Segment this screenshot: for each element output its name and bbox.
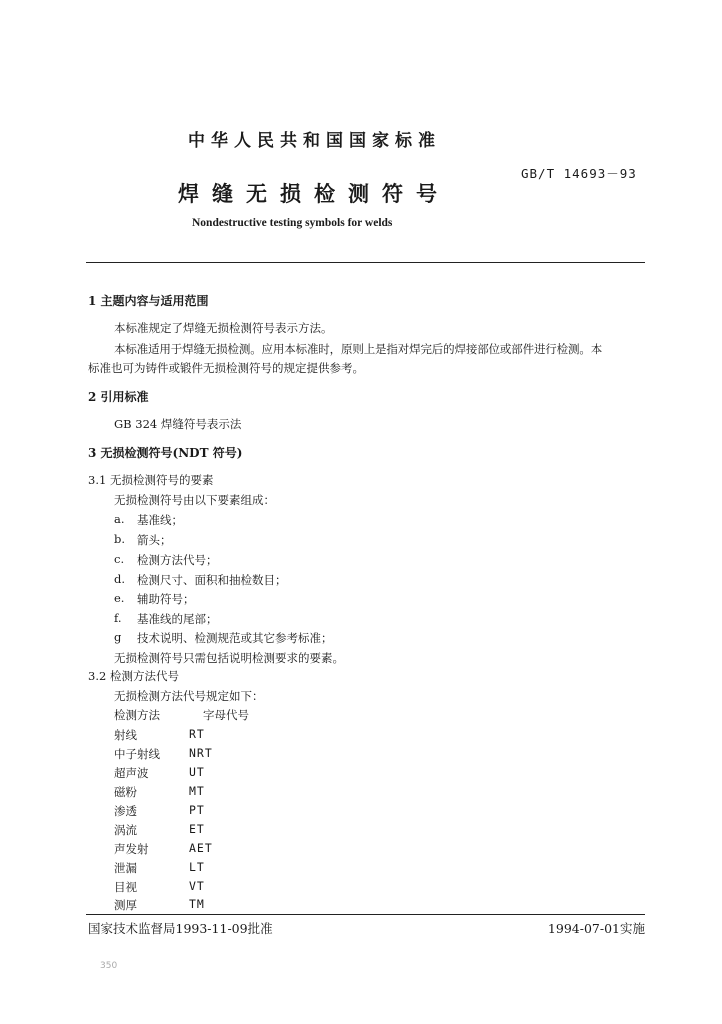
- section-1-heading: 1 主题内容与适用范围: [88, 294, 209, 308]
- method-code: TM: [189, 897, 205, 911]
- section-3-2-intro: 无损检测方法代号规定如下：: [114, 689, 264, 703]
- method-code: ET: [189, 822, 205, 836]
- method-name: 涡流: [114, 823, 137, 837]
- section-3-1-intro: 无损检测符号由以下要素组成：: [114, 493, 275, 507]
- page-number: 350: [100, 961, 118, 971]
- method-code: MT: [189, 784, 205, 798]
- method-name: 测厚: [114, 898, 137, 912]
- list-item: [114, 512, 183, 527]
- method-code: LT: [189, 860, 205, 874]
- list-letter: f.: [114, 611, 122, 625]
- list-letter: g: [114, 630, 122, 644]
- list-text: 辅助符号；: [137, 592, 195, 606]
- list-item: [114, 552, 218, 567]
- reference-standard: GB 324 焊缝符号表示法: [114, 417, 242, 431]
- list-letter: d.: [114, 572, 126, 586]
- list-text: 基准线的尾部；: [137, 612, 218, 626]
- list-text: 技术说明、检测规范或其它参考标准；: [137, 631, 333, 645]
- method-code: VT: [189, 879, 205, 893]
- table-header-method: 检测方法: [114, 708, 160, 722]
- list-text: 检测尺寸、面积和抽检数目；: [137, 573, 287, 587]
- list-letter: b.: [114, 532, 126, 546]
- method-name: 中子射线: [114, 747, 160, 761]
- document-title-en: Nondestructive testing symbols for welds: [192, 217, 393, 229]
- method-code: UT: [189, 765, 205, 779]
- list-item: [114, 591, 195, 606]
- list-letter: a.: [114, 512, 125, 526]
- list-item: [114, 611, 218, 626]
- footer-divider: [86, 914, 645, 915]
- method-name: 磁粉: [114, 785, 137, 799]
- list-text: 检测方法代号；: [137, 553, 218, 567]
- approval-date: 国家技术监督局1993-11-09批准: [88, 921, 273, 936]
- list-item: [114, 630, 333, 645]
- table-header-code: 字母代号: [203, 708, 249, 722]
- list-letter: c.: [114, 552, 125, 566]
- national-standard-title: 中华人民共和国国家标准: [188, 131, 441, 151]
- section-3-1-heading: 3.1 无损检测符号的要素: [88, 473, 214, 487]
- list-text: 基准线；: [137, 513, 183, 527]
- header-divider: [86, 262, 645, 263]
- section-3-2-heading: 3.2 检测方法代号: [88, 669, 179, 683]
- method-code: NRT: [189, 746, 213, 760]
- method-code: RT: [189, 727, 205, 741]
- document-title-cn: 焊缝无损检测符号: [178, 181, 450, 206]
- section-3-heading: 3 无损检测符号(NDT 符号): [88, 446, 243, 460]
- section-1-paragraph-1: 本标准规定了焊缝无损检测符号表示方法。: [114, 321, 333, 335]
- effective-date: 1994-07-01实施: [547, 921, 645, 936]
- method-name: 射线: [114, 728, 137, 742]
- list-item: [114, 572, 287, 587]
- list-letter: e.: [114, 591, 125, 605]
- section-2-heading: 2 引用标准: [88, 390, 149, 404]
- method-code: PT: [189, 803, 205, 817]
- section-3-1-note: 无损检测符号只需包括说明检测要求的要素。: [114, 651, 344, 665]
- standard-number: GB/T 14693－93: [521, 166, 637, 181]
- list-text: 箭头；: [137, 533, 172, 547]
- section-1-paragraph-2-continued: 标准也可为铸件或锻件无损检测符号的规定提供参考。: [88, 361, 364, 375]
- list-item: [114, 532, 172, 547]
- method-name: 超声波: [114, 766, 149, 780]
- method-name: 目视: [114, 880, 137, 894]
- method-name: 渗透: [114, 804, 137, 818]
- method-code: AET: [189, 841, 213, 855]
- method-name: 泄漏: [114, 861, 137, 875]
- method-name: 声发射: [114, 842, 149, 856]
- section-1-paragraph-2: 本标准适用于焊缝无损检测。应用本标准时，原则上是指对焊完后的焊接部位或部件进行检测。本: [114, 342, 603, 356]
